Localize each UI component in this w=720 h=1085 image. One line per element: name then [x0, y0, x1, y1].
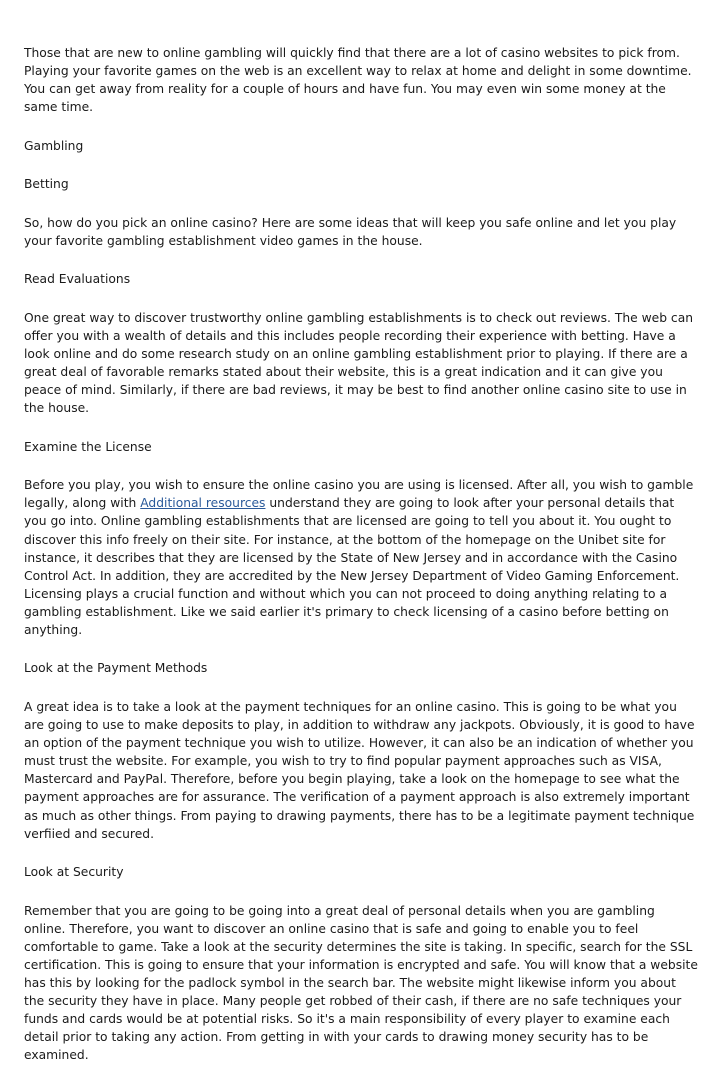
document-body	[24, 44, 698, 1085]
security-heading: Look at Security	[24, 865, 124, 880]
payment-methods-heading: Look at the Payment Methods	[24, 661, 208, 676]
how-to-pick-paragraph: So, how do you pick an online casino? Here are some ideas that will keep you safe online and let you play your favorite gambling establishment video games in the house.	[24, 215, 677, 248]
read-evaluations-heading: Read Evaluations	[24, 272, 131, 287]
license-paragraph	[24, 476, 698, 639]
security-paragraph: Remember that you are going to be going into a great deal of personal details when you are gambling online. Therefore, you want to discover an online casino that is safe and going to enable you to feel comfortable to game. Take a look at the security determines the site is taking. In specific, search for the SSL certification. This is going to ensure that your information is encrypted and safe. You will know that a website has this by looking for the padlock symbol in the search bar. The website might likewise inform you about the security they have in place. Many people get robbed of their cash, if there are no safe techniques your funds and cards would be at potential risks. So it's a main responsibility of every player to examine each detail prior to taking any action. From getting in with your cards to drawing money security has to be examined.	[24, 903, 698, 1063]
read-evaluations-paragraph: One great way to discover trustworthy online gambling establishments is to check out reviews. The web can offer you with a wealth of details and this includes people recording their experience with betting. Have a look online and do some research study on an online gambling establishment prior to playing. If there are a great deal of favorable remarks stated about their website, this is a great indication and it can give you peace of mind. Similarly, if there are bad reviews, it may be best to find another online casino site to use in the house.	[24, 310, 694, 416]
gambling-label: Gambling	[24, 138, 84, 153]
license-text-after-link: understand they are going to look after your personal details that you go into. Online gambling establishments that are licensed are going to tell you about it. You ought to discover this info freely on their site. For instance, at the bottom of the homepage on the Unibet site for instance, it describes that they are licensed by the State of New Jersey and in accordance with the Casino Control Act. In addition, they are accredited by the New Jersey Department of Video Gaming Enforcement. Licensing plays a crucial function and without which you can not proceed to doing anything relating to a gambling establishment. Like we said earlier it's primary to check licensing of a casino before betting on anything.	[24, 496, 680, 637]
payment-methods-paragraph: A great idea is to take a look at the payment techniques for an online casino. This is going to be what you are going to use to make deposits to play, in addition to withdraw any jackpots. Obviously, it is good to have an option of the payment technique you wish to utilize. However, it can also be an indication of whether you must trust the website. For example, you wish to try to find popular payment approaches such as VISA, Mastercard and PayPal. Therefore, before you begin playing, take a look on the homepage to see what the payment approaches are for assurance. The verification of a payment approach is also extremely important as much as other things. From paying to drawing payments, there has to be a legitimate payment technique verfiied and secured.	[24, 699, 695, 841]
additional-resources-link[interactable]: Additional resources	[140, 496, 266, 511]
license-heading: Examine the License	[24, 439, 152, 454]
intro-paragraph: Those that are new to online gambling will quickly find that there are a lot of casino websites to pick from. Playing your favorite games on the web is an excellent way to relax at home and delight in some downtime. You can get away from reality for a couple of hours and have fun. You may even win some money at the same time.	[24, 46, 692, 115]
license-text-before-link: Before you play, you wish to ensure the online casino you are using is licensed. After all, you wish to gamble legally, along with	[24, 478, 694, 511]
betting-label: Betting	[24, 177, 69, 192]
